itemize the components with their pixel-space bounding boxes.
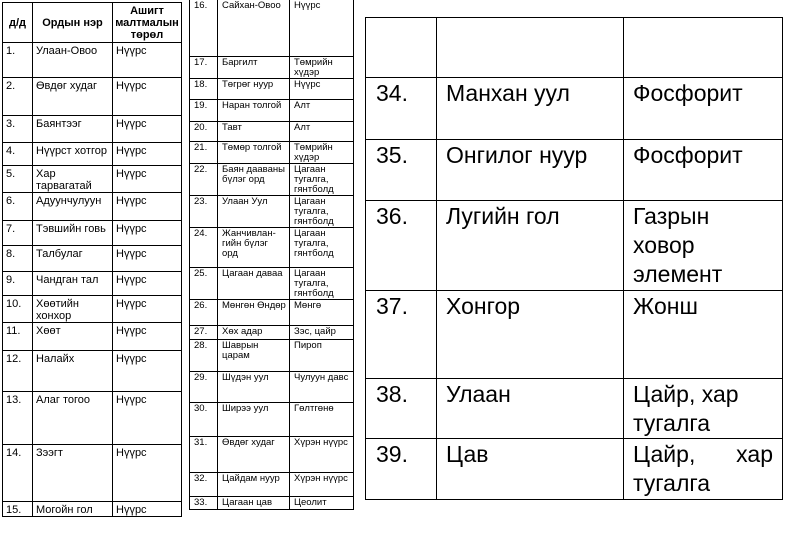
table-body [3, 43, 182, 517]
row-number: 8. [3, 246, 33, 272]
deposit-name: Тэвшийн говь [33, 221, 113, 246]
table-row [190, 164, 354, 196]
table-row [190, 0, 354, 57]
table-row [3, 116, 182, 143]
row-number: 14. [3, 445, 33, 502]
row-number: 10. [3, 296, 33, 323]
row-number: 27. [190, 326, 218, 340]
row-number: 22. [190, 164, 218, 196]
deposit-name: Өвдөг худаг [218, 437, 290, 473]
table-row [190, 403, 354, 437]
deposit-name: Сайхан-Овоо [218, 0, 290, 57]
header-deposit-name: Ордын нэр [33, 3, 113, 43]
row-number: 21. [190, 142, 218, 164]
row-number: 37. [366, 291, 437, 379]
deposit-name: Манхан уул [437, 78, 624, 140]
mineral-type: Төмрийн хүдэр [290, 57, 354, 79]
deposit-name: Цагаан цав [218, 497, 290, 510]
deposit-name: Хөөтийн хонхор [33, 296, 113, 323]
mineral-type: Нүүрс [290, 79, 354, 100]
row-number: 30. [190, 403, 218, 437]
deposit-name: Ширээ уул [218, 403, 290, 437]
table-row [3, 272, 182, 296]
row-number: 19. [190, 100, 218, 122]
row-number: 20. [190, 122, 218, 142]
row-number: 18. [190, 79, 218, 100]
deposit-name: Жанчивлан-гийн бүлэг орд [218, 228, 290, 268]
deposit-name: Тавт [218, 122, 290, 142]
mineral-type: Цагаан тугалга, гянтболд [290, 268, 354, 300]
mineral-type: Цагаан тугалга, гянтболд [290, 164, 354, 196]
mineral-type: Нүүрс [113, 193, 182, 221]
table-row [3, 323, 182, 351]
deposit-name: Шаврын царам [218, 340, 290, 372]
deposit-name: Баргилт [218, 57, 290, 79]
row-number: 13. [3, 392, 33, 445]
row-number: 32. [190, 473, 218, 497]
row-number: 35. [366, 140, 437, 201]
table-row [190, 497, 354, 510]
row-number: 31. [190, 437, 218, 473]
deposits-table-3 [365, 17, 783, 500]
table-row [366, 140, 783, 201]
header-number: д/д [3, 3, 33, 43]
table-row [190, 268, 354, 300]
row-number: 11. [3, 323, 33, 351]
mineral-type: Фосфорит [624, 140, 783, 201]
mineral-type: Чулуун давс [290, 372, 354, 403]
deposit-name: Зээгт [33, 445, 113, 502]
table-row [366, 18, 783, 78]
deposit-name: Өвдөг худаг [33, 78, 113, 116]
table-row [366, 379, 783, 439]
row-number: 4. [3, 143, 33, 166]
deposit-name: Цав [437, 439, 624, 500]
table-header-row [3, 3, 182, 43]
row-number: 29. [190, 372, 218, 403]
mineral-type: Жонш [624, 291, 783, 379]
mineral-type: Нүүрс [113, 43, 182, 78]
table-row [190, 142, 354, 164]
mineral-type: Нүүрс [113, 502, 182, 517]
table-body [190, 0, 354, 510]
row-number: 2. [3, 78, 33, 116]
mineral-type: Нүүрс [113, 221, 182, 246]
row-number: 39. [366, 439, 437, 500]
deposit-name: Хонгор [437, 291, 624, 379]
mineral-type: Нүүрс [113, 143, 182, 166]
deposit-name: Мөнгөн Өндөр [218, 300, 290, 326]
mineral-type: Нүүрс [290, 0, 354, 57]
deposit-name: Төмөр толгой [218, 142, 290, 164]
deposit-name: Алаг тогоо [33, 392, 113, 445]
deposit-name: Лугийн гол [437, 201, 624, 291]
row-number [366, 18, 437, 78]
table-row [3, 143, 182, 166]
row-number: 15. [3, 502, 33, 517]
mineral-type: Нүүрс [113, 78, 182, 116]
table-row [366, 201, 783, 291]
row-number: 1. [3, 43, 33, 78]
table-row [3, 221, 182, 246]
table-row [366, 439, 783, 500]
table-body [366, 18, 783, 500]
mineral-type: Нүүрс [113, 392, 182, 445]
deposit-name: Онгилог нуур [437, 140, 624, 201]
table-row [190, 300, 354, 326]
mineral-type: Нүүрс [113, 246, 182, 272]
mineral-type: Нүүрс [113, 272, 182, 296]
row-number: 17. [190, 57, 218, 79]
table-row [3, 193, 182, 221]
row-number: 12. [3, 351, 33, 392]
deposits-table-1 [2, 2, 182, 517]
deposit-name: Могойн гол [33, 502, 113, 517]
mineral-type: Гөлтгөнө [290, 403, 354, 437]
row-number: 28. [190, 340, 218, 372]
table-row [3, 445, 182, 502]
row-number: 34. [366, 78, 437, 140]
table-row [3, 78, 182, 116]
deposit-name: Улаан-Овоо [33, 43, 113, 78]
deposit-name: Хөх адар [218, 326, 290, 340]
table-row [190, 340, 354, 372]
deposit-name: Цайдам нуур [218, 473, 290, 497]
row-number: 6. [3, 193, 33, 221]
table-row [366, 78, 783, 140]
deposit-name: Наран толгой [218, 100, 290, 122]
row-number: 16. [190, 0, 218, 57]
table-row [190, 57, 354, 79]
mineral-type: Зэс, цайр [290, 326, 354, 340]
table-row [190, 372, 354, 403]
mineral-type: Хүрэн нүүрс [290, 473, 354, 497]
mineral-type: Мөнгө [290, 300, 354, 326]
mineral-type: Хүрэн нүүрс [290, 437, 354, 473]
row-number: 9. [3, 272, 33, 296]
table-row [3, 43, 182, 78]
row-number: 25. [190, 268, 218, 300]
mineral-type: Пироп [290, 340, 354, 372]
deposit-name: Цагаан даваа [218, 268, 290, 300]
table-row [190, 100, 354, 122]
deposit-name: Улаан Уул [218, 196, 290, 228]
row-number: 7. [3, 221, 33, 246]
deposit-name: Баянтээг [33, 116, 113, 143]
mineral-type: Алт [290, 100, 354, 122]
mineral-type: Цагаан тугалга, гянтболд [290, 196, 354, 228]
table-row [3, 392, 182, 445]
table-row [3, 296, 182, 323]
row-number: 33. [190, 497, 218, 510]
table-row [190, 473, 354, 497]
row-number: 24. [190, 228, 218, 268]
mineral-type: Төмрийн хүдэр [290, 142, 354, 164]
mineral-type: Цайр, хар тугалга [624, 439, 783, 500]
mineral-type: Алт [290, 122, 354, 142]
table-row [3, 502, 182, 517]
deposit-name: Төгрөг нуур [218, 79, 290, 100]
deposit-name: Хар тарвагатай [33, 166, 113, 193]
deposit-name: Адуунчулуун [33, 193, 113, 221]
table-row [190, 122, 354, 142]
mineral-type: Нүүрс [113, 351, 182, 392]
table-row [190, 196, 354, 228]
row-number: 26. [190, 300, 218, 326]
table-row [366, 291, 783, 379]
deposit-name: Чандган тал [33, 272, 113, 296]
deposit-name [437, 18, 624, 78]
mineral-type: Нүүрс [113, 116, 182, 143]
mineral-type: Нүүрс [113, 323, 182, 351]
mineral-type: Нүүрс [113, 166, 182, 193]
mineral-type: Нүүрс [113, 296, 182, 323]
deposit-name: Баян дааваны бүлэг орд [218, 164, 290, 196]
deposit-name: Талбулаг [33, 246, 113, 272]
mineral-type: Нүүрс [113, 445, 182, 502]
mineral-type: Фосфорит [624, 78, 783, 140]
mineral-type: Цагаан тугалга, гянтболд [290, 228, 354, 268]
table-row [190, 228, 354, 268]
deposit-name: Нүүрст хотгор [33, 143, 113, 166]
table-row [190, 79, 354, 100]
row-number: 5. [3, 166, 33, 193]
table-row [3, 246, 182, 272]
mineral-type: Цеолит [290, 497, 354, 510]
mineral-type: Цайр, хар тугалга [624, 379, 783, 439]
deposit-name: Шүдэн уул [218, 372, 290, 403]
mineral-type [624, 18, 783, 78]
deposit-name: Улаан [437, 379, 624, 439]
header-mineral-type: Ашигт малтмалын төрөл [113, 3, 182, 43]
table-row [3, 166, 182, 193]
table-row [190, 326, 354, 340]
table-row [190, 437, 354, 473]
deposit-name: Налайх [33, 351, 113, 392]
row-number: 36. [366, 201, 437, 291]
table-row [3, 351, 182, 392]
row-number: 38. [366, 379, 437, 439]
row-number: 23. [190, 196, 218, 228]
deposits-table-2 [189, 0, 354, 510]
deposit-name: Хөөт [33, 323, 113, 351]
row-number: 3. [3, 116, 33, 143]
mineral-type: Газрын ховор элемент [624, 201, 783, 291]
